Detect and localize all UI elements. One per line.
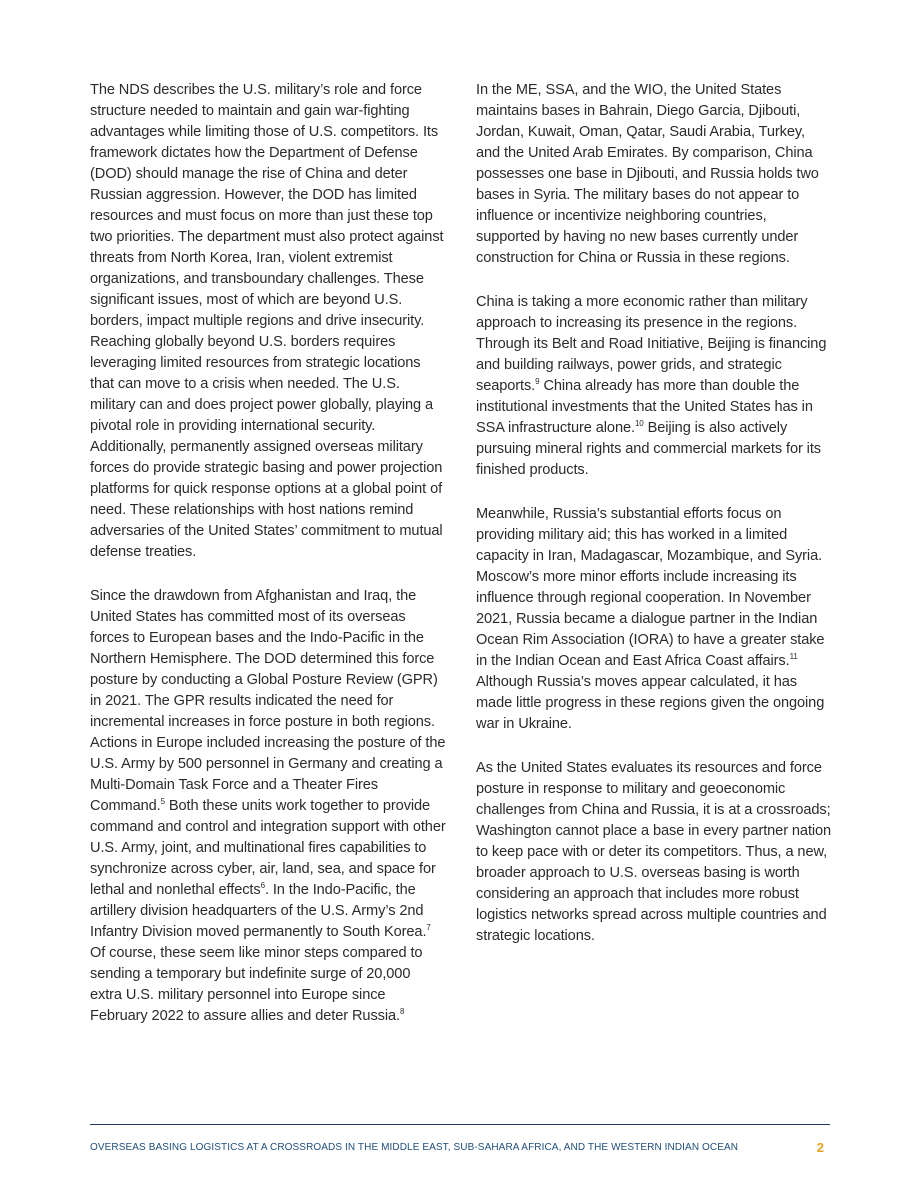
text-run: Both these units work together to provide command and control and integration support with other U.S. Army, joint, and multinational fires capabilities to synchronize across cyber, air, land, sea, and space for lethal and nonlethal effects (90, 798, 446, 898)
right-column (476, 80, 832, 970)
footnote-ref-9[interactable]: 9 (535, 377, 540, 387)
paragraph-russia-efforts (476, 504, 832, 735)
left-column (90, 80, 446, 1050)
text-run: Of course, these seem like minor steps compared to sending a temporary but indefinite surge of 20,000 extra U.S. military personnel into Europe since February 2022 to assure allies and deter Russia. (90, 945, 423, 1024)
footnote-ref-7[interactable]: 7 (426, 923, 431, 933)
footer-running-title: OVERSEAS BASING LOGISTICS AT A CROSSROADS IN THE MIDDLE EAST, SUB-SAHARA AFRICA, AND THE WESTERN INDIAN OCEAN (90, 1142, 739, 1153)
text-run: China already has more than double the institutional investments that the United States has in SSA infrastructure alone. (476, 378, 813, 436)
footnote-ref-11[interactable]: 11 (789, 652, 798, 662)
paragraph-crossroads: As the United States evaluates its resources and force posture in response to military and geoeconomic challenges from China and Russia, it is at a crossroads; Washington cannot place a base in every partner nation to keep pace with or deter its competitors. Thus, a new, broader approach to U.S. overseas basing is worth considering an approach that includes more robust logistics networks spread across multiple countries and strategic locations. (476, 760, 832, 944)
paragraph-china-approach (476, 292, 832, 481)
footnote-ref-5[interactable]: 5 (160, 797, 165, 807)
footnote-ref-6[interactable]: 6 (260, 881, 265, 891)
page-number: 2 (816, 1140, 824, 1155)
footnote-ref-8[interactable]: 8 (399, 1007, 405, 1017)
text-run: Since the drawdown from Afghanistan and Iraq, the United States has committed most of its overseas forces to European bases and the Indo-Pacific in the Northern Hemisphere. The DOD determined this force posture by conducting a Global Posture Review (GPR) in 2021. The GPR results indicated the need for incremental increases in force posture in both regions. Actions in Europe included increasing the posture of the U.S. Army by 500 personnel in Germany and creating a Multi-Domain Task Force and a Theater Fires Command. (90, 588, 446, 814)
footnote-ref-10[interactable]: 10 (634, 419, 644, 429)
paragraph-us-bases: In the ME, SSA, and the WIO, the United States maintains bases in Bahrain, Diego Garcia, Djibouti, Jordan, Kuwait, Oman, Qatar, Saudi Arabia, Turkey, and the United Arab Emirates. By comparison, China possesses one base in Djibouti, and Russia holds two bases in Syria. The military bases do not appear to influence or incentivize neighboring countries, supported by having no new bases currently under construction for China or Russia in these regions. (476, 82, 819, 266)
footer-divider (90, 1124, 830, 1125)
text-run: Beijing is also actively pursuing mineral rights and commercial markets for its finished products. (476, 420, 821, 478)
text-run: China is taking a more economic rather than military approach to increasing its presence in the regions. Through its Belt and Road Initiative, Beijing is financing and building railways, power grids, and strategic seaports. (476, 294, 827, 394)
text-run: . In the Indo-Pacific, the artillery division headquarters of the U.S. Army’s 2nd Infantry Division moved permanently to South Korea. (90, 882, 427, 940)
text-run: Although Russia’s moves appear calculated, it has made little progress in these regions given the ongoing war in Ukraine. (476, 674, 825, 732)
paragraph-force-posture (90, 586, 446, 1027)
text-run: Meanwhile, Russia’s substantial efforts focus on providing military aid; this has worked in a limited capacity in Iran, Madagascar, Mozambique, and Syria. Moscow’s more minor efforts include increasing its influence through regional cooperation. In November 2021, Russia became a dialogue partner in the Indian Ocean Rim Association (IORA) to have a greater stake in the Indian Ocean and East Africa Coast affairs. (476, 506, 825, 669)
paragraph-nds-overview: The NDS describes the U.S. military’s role and force structure needed to maintain and gain war-fighting advantages while limiting those of U.S. competitors. Its framework dictates how the Department of Defense (DOD) should manage the rise of China and deter Russian aggression. However, the DOD has limited resources and must focus on more than just these top two priorities. The department must also protect against threats from North Korea, Iran, violent extremist organizations, and transboundary challenges. These significant issues, most of which are beyond U.S. borders, impact multiple regions and drive insecurity. Reaching globally beyond U.S. borders requires leveraging limited resources from strategic locations that can move to a crisis when needed. The U.S. military can and does project power globally, playing a pivotal role in providing international security. Additionally, permanently assigned overseas military forces do provide strategic basing and power projection platforms for quick response options at a global point of need. These relationships with host nations remind adversaries of the United States’ commitment to mutual defense treaties. (90, 82, 444, 560)
